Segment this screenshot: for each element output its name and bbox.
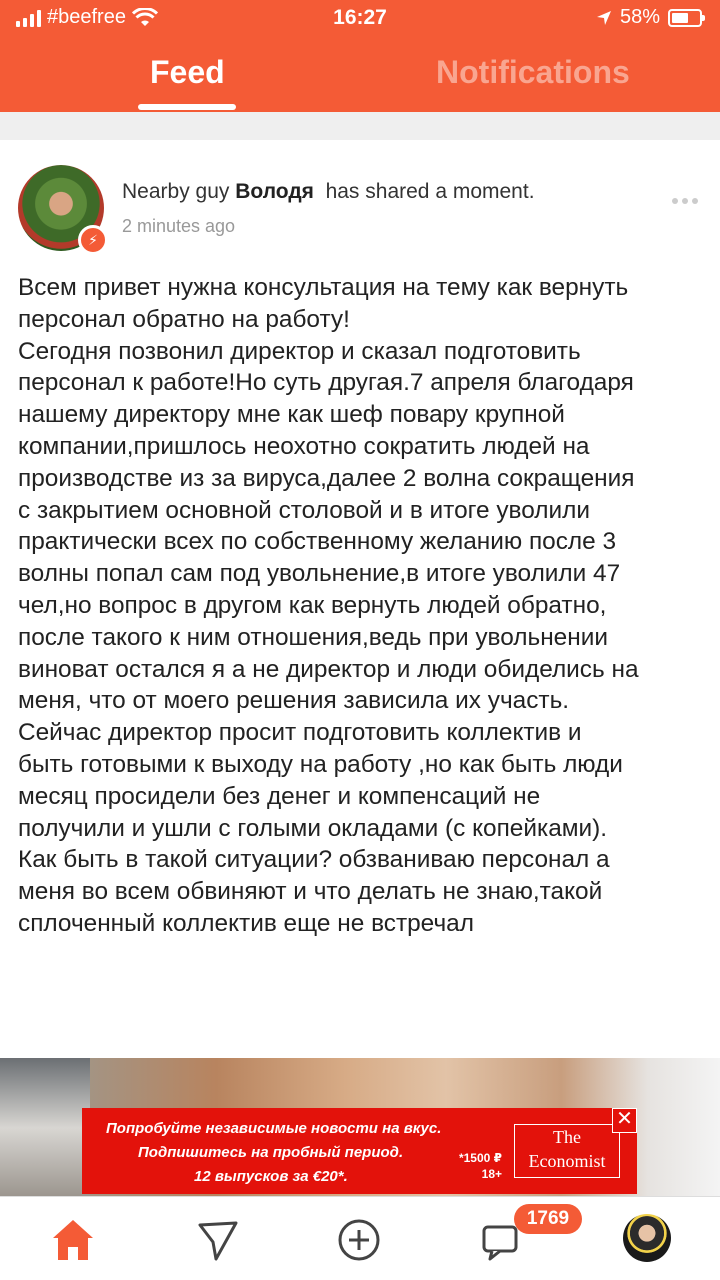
ad-line-3: 12 выпусков за €20*. bbox=[194, 1168, 348, 1185]
post-timestamp: 2 minutes ago bbox=[122, 216, 236, 236]
clock: 16:27 bbox=[333, 6, 387, 29]
top-tabs bbox=[0, 50, 720, 112]
post-body: Всем привет нужна консультация на тему как вернуть персонал обратно на работу! Сегодня позвонил директор и сказал подготовить персонал к работе!Но суть другая.7 апреля благодаря нашему директору мне как шеф повару крупной компании,пришлось неохотно сократить людей на производстве из за вируса,далее 2 волна сокращения с закрытием основной столовой и в итоге уволили практически всех по собственному желанию после 3 волны попал сам под увольнение,в итоге уволили 47 чел,но вопрос в другом как вернуть людей обратно, после такого к ним отношения,ведь при увольнении виноват остался я а не директор и люди обиделись на меня, что от моего решения зависила их участь. Сейчас директор просит подготовить коллектив и быть готовыми к выходу на работу ,но как быть люди месяц просидели без денег и компенсаций не получили и ушли с голыми окладами (с копейками). Как быть в такой ситуации? обзваниваю персонал а меня во всем обвиняют и что делать не знаю,такой сплоченный коллектив еще не встречал bbox=[18, 274, 639, 937]
ad-banner[interactable] bbox=[82, 1108, 637, 1194]
ad-age-rating: 18+ bbox=[481, 1167, 502, 1181]
app-badge-icon: ⚡ bbox=[78, 225, 108, 255]
profile-avatar[interactable] bbox=[623, 1214, 671, 1262]
tab-notifications[interactable]: Notifications bbox=[436, 54, 630, 90]
location-icon bbox=[596, 10, 612, 26]
send-icon[interactable] bbox=[192, 1215, 242, 1265]
tab-feed[interactable]: Feed bbox=[150, 54, 225, 90]
ad-price-value: *1500 ₽ bbox=[458, 1151, 502, 1165]
ad-price bbox=[454, 1150, 502, 1182]
post-header bbox=[122, 180, 535, 204]
messages-badge: 1769 bbox=[514, 1204, 582, 1234]
logo-name: Economist bbox=[528, 1151, 606, 1171]
author-prefix: Nearby guy bbox=[122, 180, 230, 203]
post-action: has shared a moment. bbox=[325, 180, 535, 203]
carrier-label: #beefree bbox=[47, 6, 126, 28]
home-icon[interactable] bbox=[48, 1215, 98, 1265]
add-icon[interactable] bbox=[334, 1215, 384, 1265]
logo-the: The bbox=[553, 1127, 581, 1147]
more-options-icon[interactable] bbox=[672, 198, 698, 204]
app-header bbox=[0, 0, 720, 112]
status-bar bbox=[0, 0, 720, 38]
author-name[interactable]: Володя bbox=[235, 180, 314, 203]
ad-close-button[interactable]: ✕ bbox=[612, 1108, 637, 1133]
bottom-tab-bar bbox=[0, 1196, 720, 1280]
battery-icon bbox=[668, 9, 702, 27]
ad-line-2: Подпишитесь на пробный период. bbox=[138, 1144, 404, 1161]
ad-line-1: Попробуйте независимые новости на вкус. bbox=[106, 1120, 442, 1137]
battery-percent: 58% bbox=[619, 6, 660, 28]
economist-logo bbox=[514, 1124, 620, 1178]
active-tab-indicator bbox=[138, 104, 236, 110]
